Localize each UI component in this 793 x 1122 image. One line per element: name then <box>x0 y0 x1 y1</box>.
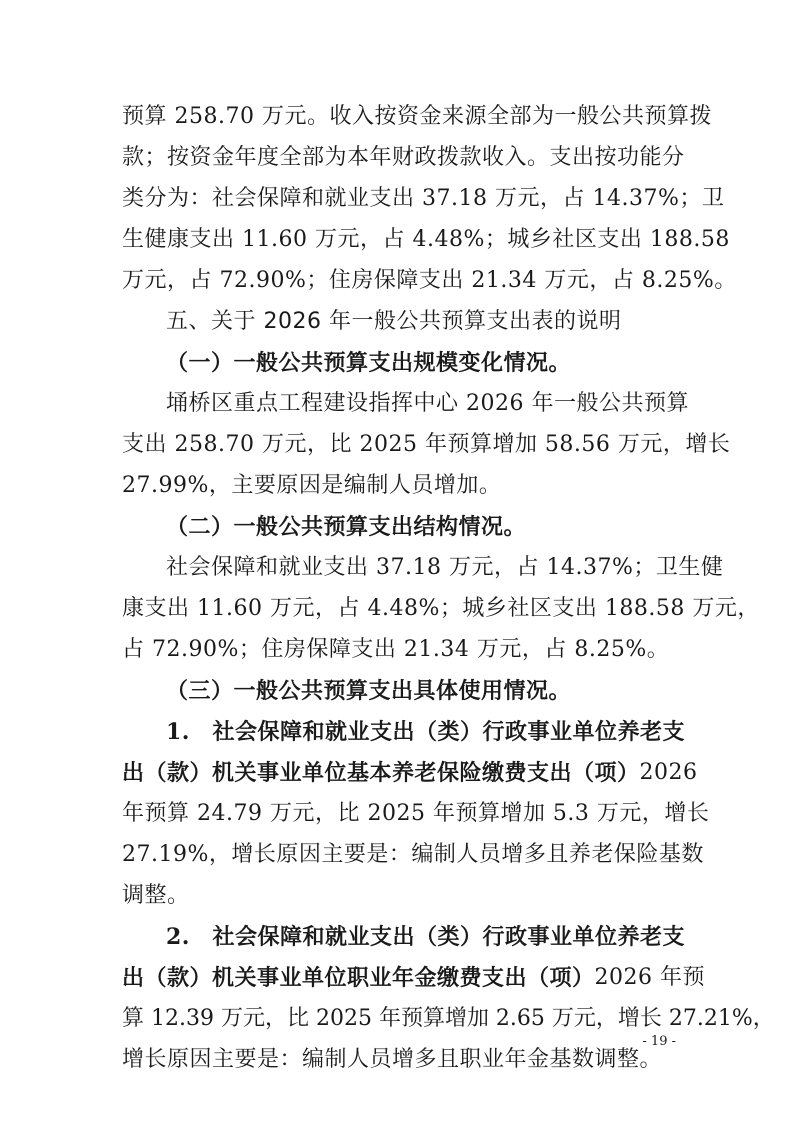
item-heading-bold: 出（款）机关事业单位职业年金缴费支出（项） <box>122 965 595 991</box>
body-line: 类分为：社会保障和就业支出 37.18 万元，占 14.37%；卫 <box>122 186 725 211</box>
subsection-heading: （三）一般公共预算支出具体使用情况。 <box>166 678 572 704</box>
section-heading: 五、关于 2026 年一般公共预算支出表的说明 <box>166 309 622 334</box>
item-heading-year: 2026 年预 <box>594 965 705 990</box>
item-heading-line-2 <box>122 753 698 793</box>
body-line: 27.19%，增长原因主要是：编制人员增多且养老保险基数 <box>122 842 704 867</box>
body-line: 支出 258.70 万元，比 2025 年预算增加 58.56 万元，增长 <box>122 432 731 457</box>
body-line: 埇桥区重点工程建设指挥中心 2026 年一般公共预算 <box>166 391 689 416</box>
body-line: 占 72.90%；住房保障支出 21.34 万元，占 8.25%。 <box>122 637 670 662</box>
body-line: 预算 258.70 万元。收入按资金来源全部为一般公共预算拨 <box>122 104 712 129</box>
item-heading-year: 2026 <box>639 760 698 785</box>
item-heading-line-2 <box>122 958 705 998</box>
body-line: 万元，占 72.90%；住房保障支出 21.34 万元，占 8.25%。 <box>122 268 737 293</box>
body-line: 算 12.39 万元，比 2025 年预算增加 2.65 万元，增长 27.21%， <box>122 1006 775 1031</box>
subsection-heading: （一）一般公共预算支出规模变化情况。 <box>166 350 572 376</box>
page-number: - 19 - <box>642 1034 676 1049</box>
body-line: 生健康支出 11.60 万元，占 4.48%；城乡社区支出 188.58 <box>122 227 730 252</box>
body-line: 康支出 11.60 万元，占 4.48%；城乡社区支出 188.58 万元， <box>122 596 760 621</box>
body-line: 款；按资金年度全部为本年财政拨款收入。支出按功能分 <box>122 145 685 170</box>
body-line: 社会保障和就业支出 37.18 万元，占 14.37%；卫生健 <box>166 555 724 580</box>
item-heading-bold: 出（款）机关事业单位基本养老保险缴费支出（项） <box>122 760 640 786</box>
body-line: 年预算 24.79 万元，比 2025 年预算增加 5.3 万元，增长 <box>122 801 710 826</box>
body-line: 27.99%，主要原因是编制人员增加。 <box>122 473 502 498</box>
body-line: 调整。 <box>122 883 190 908</box>
item-heading-line: 1. 社会保障和就业支出（类）行政事业单位养老支 <box>166 719 685 745</box>
body-line: 增长原因主要是：编制人员增多且职业年金基数调整。 <box>122 1047 663 1072</box>
item-heading-line: 2. 社会保障和就业支出（类）行政事业单位养老支 <box>166 924 685 950</box>
subsection-heading: （二）一般公共预算支出结构情况。 <box>166 514 527 540</box>
